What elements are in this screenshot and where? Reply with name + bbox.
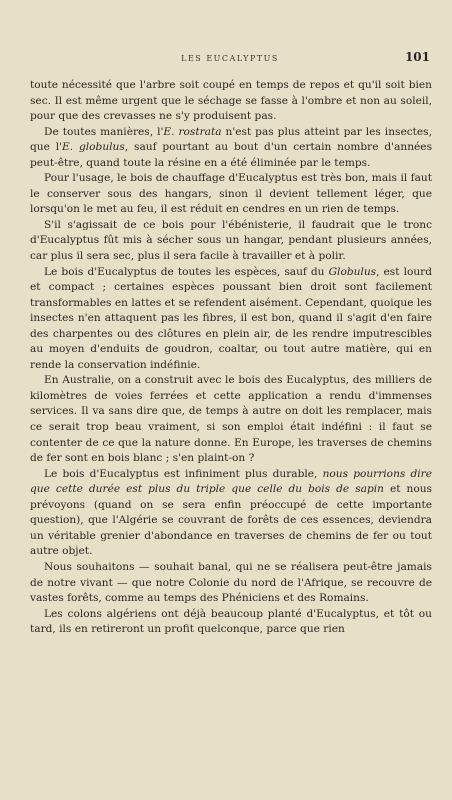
paragraph <box>30 373 432 466</box>
text-run: Nous souhaitons — souhait banal, qui ne se réalisera peut-être jamais de notre vivant — que notre Colonie du nord de l'Afrique, se recouvre de vastes forêts, comme au temps des Phéniciens et des Romains. <box>30 560 432 605</box>
text-run: Le bois d'Eucalyptus est infiniment plus durable, <box>44 467 323 480</box>
text-run: S'il s'agissait de ce bois pour l'ébénisterie, il faudrait que le tronc d'Eucalyptus fût mis à sécher sous un hangar, pendant plusieurs années, car plus il sera sec, plus il sera facile à travailler et à polir. <box>30 218 432 263</box>
paragraph <box>30 560 432 607</box>
text-run: n'est pas plus atteint par les insectes, que l' <box>30 125 432 154</box>
text-run: toute nécessité que l'arbre soit coupé en temps de repos et qu'il soit bien sec. Il est même urgent que le séchage se fasse à l'ombre et non au soleil, pour que des crevasses ne s'y produisent pas. <box>30 79 432 123</box>
text-run: Le bois d'Eucalyptus de toutes les espèces, sauf du <box>44 265 329 278</box>
paragraph <box>30 125 432 172</box>
text-run: , sauf pourtant au bout d'un certain nombre d'années peut-être, quand toute la résine en a été éliminée par le temps. <box>30 141 432 169</box>
italic-text: E. rostrata <box>163 125 222 138</box>
paragraph <box>30 78 432 125</box>
text-run: , est lourd et compact ; certaines espèces poussant bien droit sont facilement transformables en lattes et se refendent aisément. Cependant, quoique les insectes n'en attaquent pas les fibres, il est bon, quand il s'agit d'en faire des charpentes ou des clôtures en plein air, de les rendre imputrescibles au moyen d'enduits de goudron, coaltar, ou tout autre matière, qui en rende la conservation indéfinie. <box>30 265 432 371</box>
text-run: En Australie, on a construit avec le bois des Eucalyptus, des milliers de kilomètres de voies ferrées et cette application a rendu d'immenses services. Il va sans dire que, de temps à autre on doit les remplacer, mais ce serait trop beau vraiment, si son emploi était indéfini : il faut se contenter de ce que la nature donne. En Europe, les traverses de chemins de fer sont en bois blanc ; s'en plaint-on ? <box>30 374 432 465</box>
page-header <box>30 50 430 68</box>
text-run: Les colons algériens ont déjà beaucoup planté d'Eucalyptus, et tôt ou tard, ils en retireront un profit quelconque, parce que rien <box>30 607 432 636</box>
italic-text: E. globulus <box>62 141 125 154</box>
body-text <box>30 78 432 638</box>
text-run: De toutes manières, l' <box>44 125 164 138</box>
paragraph <box>30 218 432 265</box>
paragraph <box>30 467 432 560</box>
italic-text: Globulus <box>328 265 377 278</box>
text-run: Pour l'usage, le bois de chauffage d'Eucalyptus est très bon, mais il faut le conserver sous des hangars, sinon il devient tellement léger, que lorsqu'on le met au feu, il est réduit en cendres en un rien de temps. <box>30 172 432 216</box>
text-run: et nous prévoyons (quand on se sera enfin préoccupé de cette importante question), que l'Algérie se couvrant de forêts de ces essences, deviendra un véritable grenier d'abondance en traverses de chemins de fer ou tout autre objet. <box>30 483 432 558</box>
running-title: LES EUCALYPTUS <box>181 54 279 63</box>
italic-text: nous pourrions dire que cette durée est plus du triple que celle du bois de sapin <box>30 467 432 496</box>
paragraph <box>30 607 432 638</box>
paragraph <box>30 171 432 218</box>
paragraph <box>30 265 432 374</box>
page-number: 101 <box>404 50 430 64</box>
